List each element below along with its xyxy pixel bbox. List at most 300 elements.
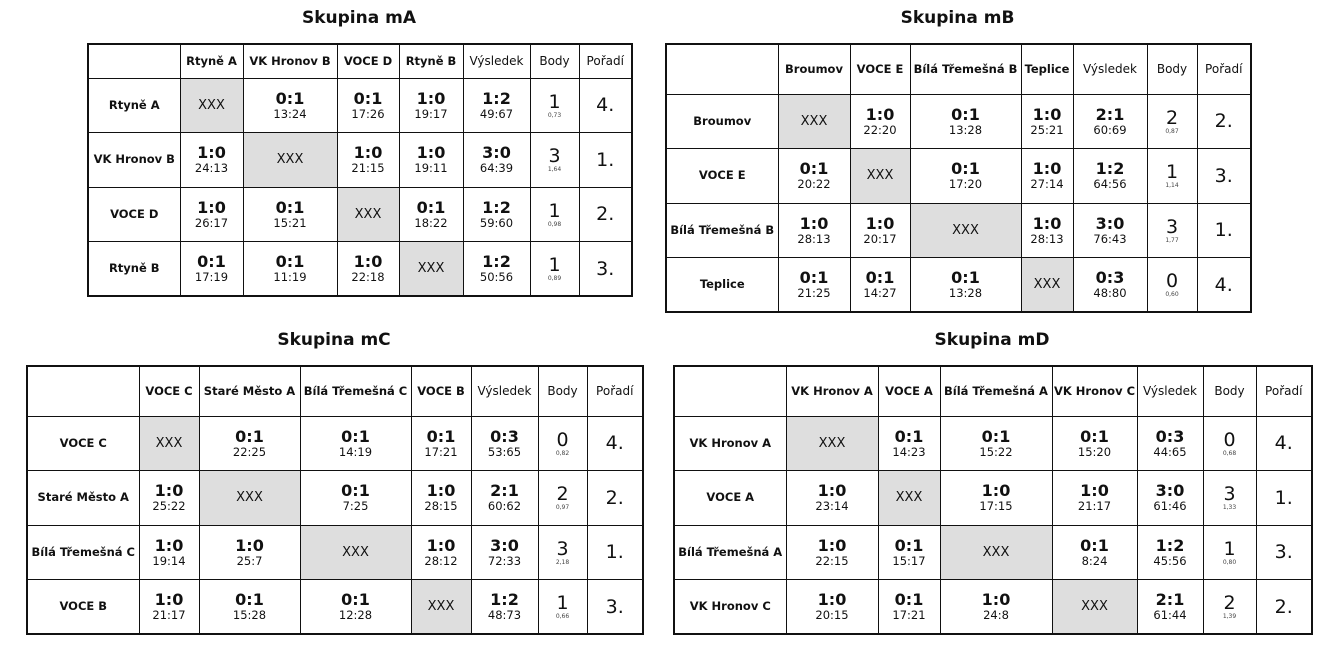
- rank-cell: 2.: [1197, 94, 1251, 149]
- body-value: 1: [1223, 537, 1236, 560]
- body-value: 1: [548, 254, 561, 276]
- rank-cell: 1.: [1256, 471, 1312, 526]
- standings-table: [665, 43, 1252, 313]
- self-match-cell: XXX: [786, 416, 878, 471]
- table-row: [88, 133, 632, 188]
- match-points: 7:25: [342, 499, 369, 514]
- result-cell: [1137, 471, 1203, 526]
- body-value: 0: [1165, 270, 1179, 292]
- match-cell: [878, 416, 940, 471]
- match-points: 18:22: [414, 215, 448, 230]
- header-row: [674, 366, 1312, 416]
- match-score: 0:1: [894, 426, 924, 446]
- result-cell: [463, 133, 530, 188]
- table-row: [88, 242, 632, 297]
- match-points: 17:20: [948, 177, 983, 192]
- table-row: [666, 149, 1251, 204]
- table-row: [674, 580, 1312, 635]
- result-score: 3:0: [1155, 481, 1185, 501]
- result-cell: [1073, 203, 1147, 258]
- row-team-name: Bílá Třemešná C: [27, 525, 139, 580]
- match-cell: [1021, 149, 1073, 204]
- rank-cell: 1.: [587, 525, 643, 580]
- row-team-name: Teplice: [666, 258, 778, 313]
- column-header: Výsledek: [1137, 366, 1203, 416]
- match-score: 1:0: [426, 481, 456, 501]
- body-coefficient: 1,33: [1222, 504, 1237, 512]
- match-points: 15:28: [232, 608, 267, 622]
- match-score: 1:0: [197, 143, 226, 163]
- match-cell: [180, 187, 243, 242]
- match-cell: [180, 242, 243, 297]
- column-header-team: VK Hronov C: [1052, 366, 1137, 416]
- result-cell: [463, 242, 530, 297]
- body-cell: [530, 78, 579, 133]
- standings-table: [26, 365, 644, 635]
- match-cell: [940, 580, 1052, 635]
- result-score: 2:1: [1155, 590, 1185, 609]
- table-row: [27, 471, 643, 526]
- match-score: 0:1: [951, 159, 980, 179]
- match-score: 0:1: [894, 535, 924, 555]
- body-cell: [538, 580, 587, 635]
- body-value: 3: [548, 145, 561, 168]
- column-header-team: VOCE B: [411, 366, 471, 416]
- result-cell: [1073, 258, 1147, 313]
- match-cell: [139, 580, 199, 635]
- match-points: 20:22: [797, 177, 831, 192]
- table-row: [666, 258, 1251, 313]
- body-coefficient: 0,60: [1165, 291, 1179, 298]
- column-header-team: Broumov: [778, 44, 850, 94]
- column-header-team: Rtyně A: [180, 44, 243, 78]
- body-cell: [1147, 258, 1197, 313]
- match-score: 1:0: [817, 481, 847, 501]
- match-cell: [786, 525, 878, 580]
- match-points: 15:22: [979, 444, 1013, 459]
- match-score: 0:1: [275, 88, 305, 108]
- row-team-name: VK Hronov C: [674, 580, 786, 635]
- result-score: 1:2: [1155, 535, 1185, 555]
- match-points: 27:14: [1030, 177, 1064, 192]
- match-points: 21:25: [797, 286, 831, 300]
- match-cell: [1052, 525, 1137, 580]
- rank-cell: 2.: [587, 471, 643, 526]
- match-points: 19:11: [414, 161, 448, 176]
- match-points: 19:17: [414, 106, 448, 121]
- match-score: 1:0: [426, 535, 456, 555]
- body-cell: [1147, 94, 1197, 149]
- match-points: 21:17: [1077, 499, 1112, 514]
- match-score: 0:1: [799, 268, 829, 287]
- result-cell: [463, 187, 530, 242]
- row-team-name: VK Hronov A: [674, 416, 786, 471]
- match-score: 0:1: [416, 197, 446, 217]
- rank-cell: 4.: [1256, 416, 1312, 471]
- match-cell: [1021, 94, 1073, 149]
- match-cell: [778, 203, 850, 258]
- result-points: 61:44: [1153, 608, 1187, 622]
- match-points: 12:28: [338, 608, 373, 622]
- match-score: 1:0: [416, 143, 446, 163]
- body-coefficient: 0,97: [555, 504, 570, 512]
- body-coefficient: 0,66: [555, 613, 570, 620]
- self-match-cell: XXX: [1052, 580, 1137, 635]
- self-match-cell: XXX: [850, 149, 910, 204]
- body-coefficient: 1,77: [1165, 236, 1179, 244]
- corner-cell: [27, 366, 139, 416]
- column-header: Pořadí: [579, 44, 632, 78]
- body-coefficient: 0,98: [547, 220, 562, 228]
- match-score: 0:1: [1080, 535, 1109, 555]
- group-title: Skupina mD: [934, 330, 1050, 350]
- match-score: 1:0: [235, 535, 264, 555]
- match-score: 1:0: [981, 481, 1011, 501]
- match-cell: [778, 258, 850, 313]
- result-score: 0:3: [490, 426, 519, 446]
- body-cell: [538, 416, 587, 471]
- body-cell: [530, 187, 579, 242]
- match-cell: [337, 242, 399, 297]
- rank-cell: 2.: [579, 187, 632, 242]
- result-score: 3:0: [1095, 213, 1125, 233]
- result-cell: [471, 416, 538, 471]
- self-match-cell: XXX: [411, 580, 471, 635]
- column-header-team: VK Hronov B: [243, 44, 337, 78]
- match-cell: [1052, 416, 1137, 471]
- match-points: 15:21: [273, 215, 307, 230]
- body-cell: [1203, 525, 1256, 580]
- match-cell: [910, 94, 1021, 149]
- rank-cell: 3.: [1256, 525, 1312, 580]
- table-row: [88, 78, 632, 133]
- body-cell: [1203, 416, 1256, 471]
- result-score: 1:2: [482, 252, 511, 271]
- match-cell: [243, 78, 337, 133]
- column-header-team: VOCE E: [850, 44, 910, 94]
- table-row: [674, 416, 1312, 471]
- match-points: 28:13: [797, 231, 831, 246]
- table-row: [674, 471, 1312, 526]
- body-cell: [1147, 149, 1197, 204]
- self-match-cell: XXX: [878, 471, 940, 526]
- result-score: 1:2: [490, 590, 519, 609]
- match-cell: [243, 242, 337, 297]
- rank-cell: 4.: [579, 78, 632, 133]
- table-row: [674, 525, 1312, 580]
- result-score: 0:3: [1155, 426, 1185, 446]
- result-score: 3:0: [482, 143, 511, 163]
- match-points: 25:7: [236, 553, 263, 568]
- table-row: [88, 187, 632, 242]
- column-header: Výsledek: [463, 44, 530, 78]
- row-team-name: VOCE D: [88, 187, 180, 242]
- corner-cell: [88, 44, 180, 78]
- match-score: 1:0: [981, 590, 1011, 609]
- self-match-cell: XXX: [300, 525, 411, 580]
- self-match-cell: XXX: [139, 416, 199, 471]
- body-value: 0: [556, 428, 569, 451]
- match-score: 0:1: [951, 104, 980, 124]
- row-team-name: Bílá Třemešná A: [674, 525, 786, 580]
- column-header-team: Bílá Třemešná B: [910, 44, 1021, 94]
- column-header-team: VOCE C: [139, 366, 199, 416]
- result-score: 3:0: [490, 535, 519, 555]
- body-value: 1: [548, 199, 561, 222]
- match-points: 13:28: [948, 122, 983, 137]
- match-cell: [910, 258, 1021, 313]
- standings-table: [87, 43, 633, 297]
- match-points: 26:17: [194, 215, 229, 230]
- self-match-cell: XXX: [337, 187, 399, 242]
- column-header: Body: [1147, 44, 1197, 94]
- match-score: 0:1: [235, 426, 264, 446]
- self-match-cell: XXX: [940, 525, 1052, 580]
- rank-cell: 1.: [1197, 203, 1251, 258]
- column-header-team: VK Hronov A: [786, 366, 878, 416]
- body-cell: [1147, 203, 1197, 258]
- match-score: 0:1: [341, 590, 370, 609]
- match-cell: [411, 471, 471, 526]
- match-points: 22:15: [815, 553, 849, 568]
- column-header-team: VOCE A: [878, 366, 940, 416]
- self-match-cell: XXX: [910, 203, 1021, 258]
- match-points: 21:15: [351, 161, 385, 176]
- body-value: 1: [548, 90, 561, 113]
- column-header: Pořadí: [1256, 366, 1312, 416]
- match-cell: [878, 525, 940, 580]
- match-cell: [411, 416, 471, 471]
- match-cell: [300, 580, 411, 635]
- column-header-team: Staré Město A: [199, 366, 300, 416]
- match-points: 15:20: [1077, 444, 1112, 459]
- column-header: Body: [1203, 366, 1256, 416]
- table-row: [27, 525, 643, 580]
- match-score: 1:0: [799, 213, 829, 233]
- match-points: 8:24: [1081, 553, 1108, 568]
- body-value: 1: [556, 592, 569, 614]
- result-points: 60:69: [1093, 122, 1127, 137]
- match-cell: [850, 258, 910, 313]
- match-points: 17:15: [979, 499, 1013, 514]
- match-cell: [399, 187, 463, 242]
- match-points: 22:18: [351, 270, 385, 284]
- row-team-name: VOCE E: [666, 149, 778, 204]
- result-points: 50:56: [479, 270, 514, 284]
- self-match-cell: XXX: [399, 242, 463, 297]
- result-points: 61:46: [1153, 499, 1187, 514]
- match-points: 13:28: [948, 286, 983, 300]
- body-value: 3: [556, 537, 569, 560]
- body-coefficient: 0,80: [1222, 558, 1237, 566]
- column-header: Body: [538, 366, 587, 416]
- body-coefficient: 0,68: [1222, 449, 1237, 457]
- row-team-name: VOCE A: [674, 471, 786, 526]
- result-cell: [1137, 525, 1203, 580]
- match-score: 0:1: [981, 426, 1011, 446]
- result-score: 1:2: [482, 197, 511, 217]
- match-points: 17:21: [424, 444, 458, 459]
- column-header-team: VOCE D: [337, 44, 399, 78]
- result-points: 72:33: [487, 553, 522, 568]
- result-cell: [471, 580, 538, 635]
- match-score: 1:0: [817, 535, 847, 555]
- row-team-name: Rtyně A: [88, 78, 180, 133]
- match-points: 17:19: [194, 270, 229, 284]
- body-coefficient: 0,87: [1165, 127, 1179, 135]
- match-cell: [399, 78, 463, 133]
- match-cell: [786, 471, 878, 526]
- rank-cell: 1.: [579, 133, 632, 188]
- match-cell: [940, 471, 1052, 526]
- result-points: 60:62: [487, 499, 522, 514]
- self-match-cell: XXX: [1021, 258, 1073, 313]
- match-points: 23:14: [815, 499, 849, 514]
- standings-table: [673, 365, 1313, 635]
- row-team-name: Rtyně B: [88, 242, 180, 297]
- header-row: [666, 44, 1251, 94]
- match-cell: [940, 416, 1052, 471]
- match-score: 0:1: [275, 252, 305, 271]
- match-points: 24:13: [194, 161, 229, 176]
- body-coefficient: 0,73: [547, 111, 562, 119]
- body-value: 2: [1165, 106, 1179, 129]
- self-match-cell: XXX: [243, 133, 337, 188]
- match-cell: [778, 149, 850, 204]
- match-score: 1:0: [154, 590, 184, 609]
- table-row: [666, 94, 1251, 149]
- match-points: 14:27: [863, 286, 897, 300]
- rank-cell: 4.: [587, 416, 643, 471]
- group-title: Skupina mC: [277, 330, 391, 350]
- self-match-cell: XXX: [778, 94, 850, 149]
- match-cell: [411, 525, 471, 580]
- body-value: 3: [1223, 483, 1236, 506]
- row-team-name: Bílá Třemešná B: [666, 203, 778, 258]
- match-points: 25:21: [1030, 122, 1064, 137]
- match-points: 17:21: [892, 608, 926, 622]
- column-header-team: Bílá Třemešná A: [940, 366, 1052, 416]
- rank-cell: 3.: [579, 242, 632, 297]
- match-points: 19:14: [152, 553, 186, 568]
- self-match-cell: XXX: [180, 78, 243, 133]
- match-cell: [910, 149, 1021, 204]
- match-cell: [139, 471, 199, 526]
- match-points: 15:17: [892, 553, 926, 568]
- result-points: 49:67: [479, 106, 514, 121]
- group-title: Skupina mA: [301, 8, 416, 28]
- table-row: [27, 416, 643, 471]
- result-cell: [463, 78, 530, 133]
- result-points: 64:39: [479, 161, 514, 176]
- match-points: 22:25: [232, 444, 267, 459]
- row-team-name: VOCE C: [27, 416, 139, 471]
- body-coefficient: 0,82: [555, 449, 570, 457]
- match-cell: [199, 416, 300, 471]
- result-points: 44:65: [1153, 444, 1187, 459]
- table-row: [666, 203, 1251, 258]
- match-points: 21:17: [152, 608, 186, 622]
- match-score: 1:0: [154, 481, 184, 501]
- result-score: 0:3: [1095, 268, 1125, 287]
- row-team-name: VK Hronov B: [88, 133, 180, 188]
- match-cell: [243, 187, 337, 242]
- match-cell: [199, 525, 300, 580]
- result-points: 64:56: [1093, 177, 1127, 192]
- match-score: 1:0: [416, 88, 446, 108]
- body-coefficient: 2,18: [555, 558, 570, 566]
- body-value: 3: [1165, 215, 1179, 238]
- rank-cell: 4.: [1197, 258, 1251, 313]
- rank-cell: 3.: [1197, 149, 1251, 204]
- match-score: 0:1: [353, 88, 383, 108]
- match-score: 1:0: [353, 143, 383, 163]
- header-row: [88, 44, 632, 78]
- match-score: 0:1: [426, 426, 456, 446]
- match-points: 11:19: [273, 270, 307, 284]
- result-cell: [1073, 149, 1147, 204]
- body-cell: [538, 471, 587, 526]
- result-points: 53:65: [487, 444, 522, 459]
- body-coefficient: 1,14: [1165, 182, 1179, 190]
- column-header: Výsledek: [1073, 44, 1147, 94]
- match-score: 1:0: [154, 535, 184, 555]
- result-score: 2:1: [490, 481, 519, 501]
- match-points: 14:23: [892, 444, 926, 459]
- match-cell: [337, 133, 399, 188]
- row-team-name: Staré Město A: [27, 471, 139, 526]
- body-coefficient: 0,89: [547, 275, 562, 282]
- header-row: [27, 366, 643, 416]
- match-cell: [850, 203, 910, 258]
- match-points: 14:19: [338, 444, 373, 459]
- match-cell: [878, 580, 940, 635]
- match-score: 1:0: [1032, 213, 1062, 233]
- match-points: 20:17: [863, 231, 897, 246]
- result-points: 76:43: [1093, 231, 1127, 246]
- match-score: 1:0: [197, 197, 226, 217]
- match-score: 1:0: [817, 590, 847, 609]
- column-header: Pořadí: [1197, 44, 1251, 94]
- body-value: 2: [556, 483, 569, 506]
- match-score: 1:0: [1032, 104, 1062, 124]
- match-score: 0:1: [341, 481, 370, 501]
- body-cell: [538, 525, 587, 580]
- match-cell: [337, 78, 399, 133]
- match-score: 1:0: [865, 213, 895, 233]
- corner-cell: [666, 44, 778, 94]
- rank-cell: 3.: [587, 580, 643, 635]
- match-points: 28:13: [1030, 231, 1064, 246]
- match-cell: [139, 525, 199, 580]
- column-header-team: Bílá Třemešná C: [300, 366, 411, 416]
- column-header-team: Rtyně B: [399, 44, 463, 78]
- match-score: 1:0: [353, 252, 383, 271]
- rank-cell: 2.: [1256, 580, 1312, 635]
- column-header-team: Teplice: [1021, 44, 1073, 94]
- match-score: 0:1: [894, 590, 924, 609]
- body-cell: [1203, 471, 1256, 526]
- result-cell: [1137, 580, 1203, 635]
- match-score: 0:1: [865, 268, 895, 287]
- match-score: 0:1: [1080, 426, 1109, 446]
- match-score: 0:1: [275, 197, 305, 217]
- body-coefficient: 1,64: [547, 166, 562, 174]
- match-cell: [1021, 203, 1073, 258]
- body-value: 0: [1223, 428, 1236, 451]
- match-cell: [180, 133, 243, 188]
- result-points: 45:56: [1153, 553, 1187, 568]
